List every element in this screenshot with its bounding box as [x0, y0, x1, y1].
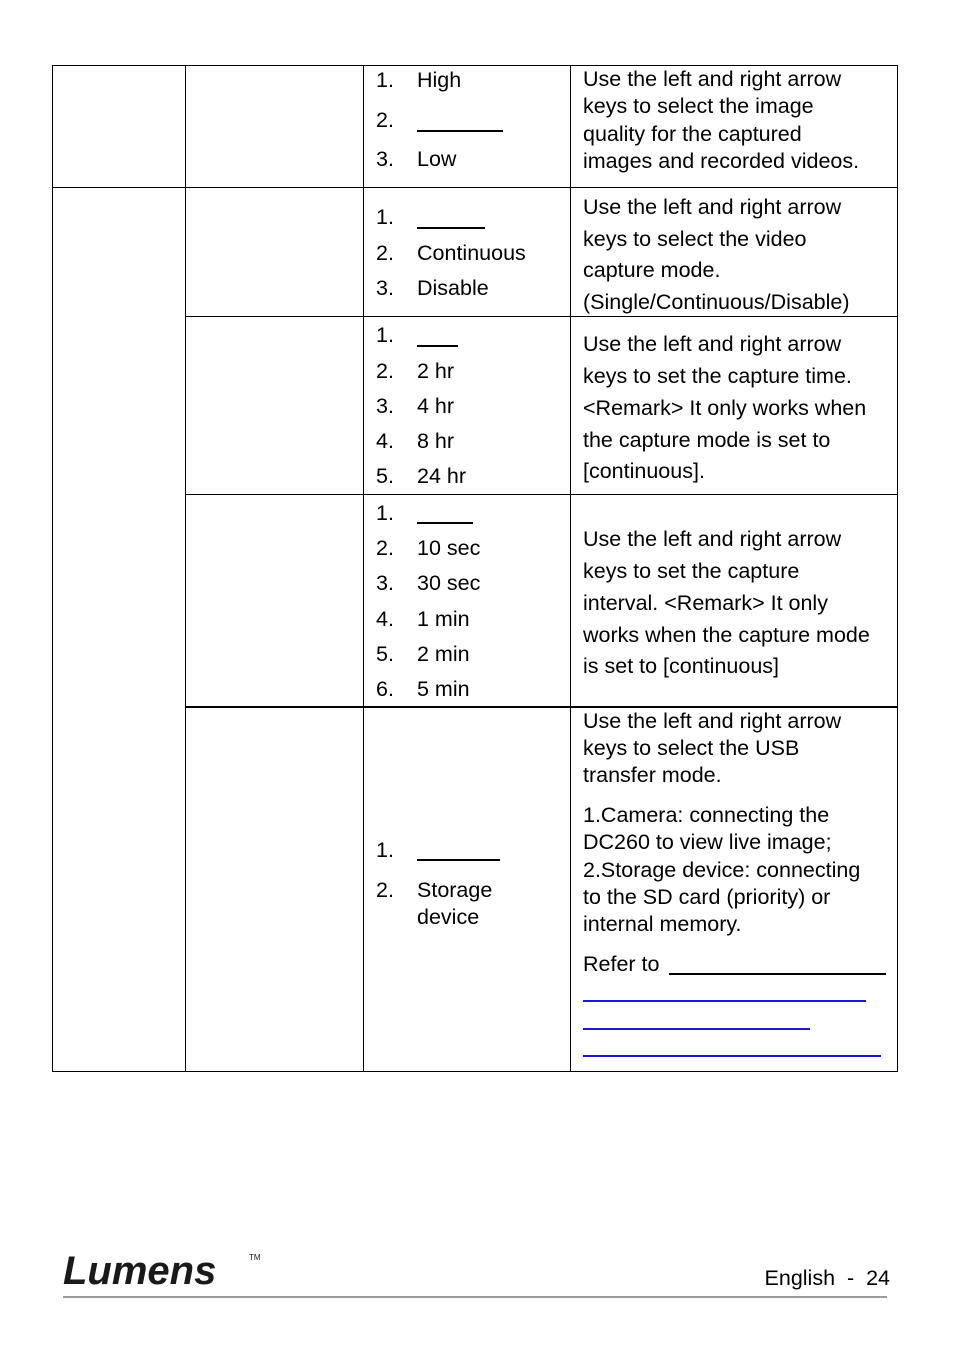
column-divider-2 [363, 65, 364, 1072]
option-number: 1. [376, 501, 394, 525]
column-divider-1 [185, 65, 186, 1072]
option-number: 3. [376, 571, 394, 595]
svg-text:TM: TM [249, 1253, 261, 1262]
description-line: images and recorded videos. [583, 149, 860, 173]
description-line: <Remark> It only works when [583, 396, 867, 420]
footer-divider [63, 1296, 887, 1298]
description-line: Use the left and right arrow [583, 195, 842, 219]
refer-label: Refer to [583, 952, 660, 976]
link-underline[interactable] [583, 1028, 810, 1030]
row-divider-1 [52, 187, 898, 188]
option-number: 2. [376, 359, 394, 383]
option-label: Low [417, 147, 457, 171]
option-label: 5 min [417, 677, 470, 701]
option-number: 2. [376, 108, 394, 132]
table-border-left [52, 65, 53, 1072]
option-number: 2. [376, 536, 394, 560]
option-blank-line [417, 227, 485, 229]
description-line: DC260 to view live image; [583, 830, 832, 854]
row-divider-2 [185, 316, 898, 317]
option-label: 2 min [417, 642, 470, 666]
option-number: 1. [376, 838, 394, 862]
description-line: transfer mode. [583, 763, 722, 787]
description-line: keys to set the capture [583, 559, 800, 583]
option-number: 1. [376, 205, 394, 229]
option-label: 1 min [417, 607, 470, 631]
option-label: device [417, 905, 480, 929]
page-number: English - 24 [764, 1266, 890, 1290]
option-label: 2 hr [417, 359, 455, 383]
lumens-logo [63, 1250, 263, 1295]
description-line: keys to select the USB [583, 736, 800, 760]
option-label: Continuous [417, 241, 526, 265]
option-label: Storage [417, 878, 493, 902]
option-number: 4. [376, 607, 394, 631]
option-number: 4. [376, 429, 394, 453]
option-blank-line [417, 522, 473, 524]
description-line: keys to set the capture time. [583, 364, 852, 388]
svg-text:Lumens: Lumens [63, 1250, 217, 1290]
option-label: Disable [417, 276, 489, 300]
description-line: Use the left and right arrow [583, 332, 842, 356]
description-line: the capture mode is set to [583, 428, 831, 452]
description-line: interval. <Remark> It only [583, 591, 828, 615]
option-number: 6. [376, 677, 394, 701]
description-line: is set to [continuous] [583, 654, 779, 678]
description-line: 2.Storage device: connecting [583, 858, 861, 882]
option-blank-line [417, 130, 503, 132]
option-label: 10 sec [417, 536, 481, 560]
lumens-logo-mark [63, 1250, 263, 1290]
link-underline[interactable] [583, 1000, 866, 1002]
option-blank-line [417, 859, 500, 861]
description-line: to the SD card (priority) or [583, 885, 831, 909]
row-divider-3 [185, 494, 898, 495]
option-label: High [417, 68, 462, 92]
description-line: [continuous]. [583, 459, 705, 483]
option-number: 2. [376, 878, 394, 902]
option-number: 3. [376, 276, 394, 300]
option-number: 5. [376, 642, 394, 666]
option-number: 2. [376, 241, 394, 265]
option-number: 5. [376, 464, 394, 488]
description-line: Use the left and right arrow [583, 709, 842, 733]
table-border-right [897, 65, 898, 1072]
description-line: keys to select the image [583, 94, 814, 118]
refer-blank-line [669, 973, 886, 975]
row-divider-4 [185, 706, 898, 708]
table-border-bottom [52, 1071, 898, 1072]
description-line: 1.Camera: connecting the [583, 803, 830, 827]
option-label: 24 hr [417, 464, 467, 488]
description-line: Use the left and right arrow [583, 67, 842, 91]
link-underline[interactable] [583, 1055, 881, 1057]
option-label: 4 hr [417, 394, 455, 418]
description-line: works when the capture mode [583, 623, 870, 647]
description-line: (Single/Continuous/Disable) [583, 290, 850, 314]
option-label: 8 hr [417, 429, 455, 453]
option-label: 30 sec [417, 571, 481, 595]
option-number: 1. [376, 68, 394, 92]
option-number: 3. [376, 147, 394, 171]
description-line: quality for the captured [583, 122, 802, 146]
description-line: capture mode. [583, 258, 721, 282]
column-divider-3 [570, 65, 571, 1072]
table-border-top [52, 65, 898, 66]
option-number: 3. [376, 394, 394, 418]
option-number: 1. [376, 323, 394, 347]
option-blank-line [417, 345, 458, 347]
description-line: Use the left and right arrow [583, 527, 842, 551]
description-line: internal memory. [583, 912, 742, 936]
description-line: keys to select the video [583, 227, 807, 251]
